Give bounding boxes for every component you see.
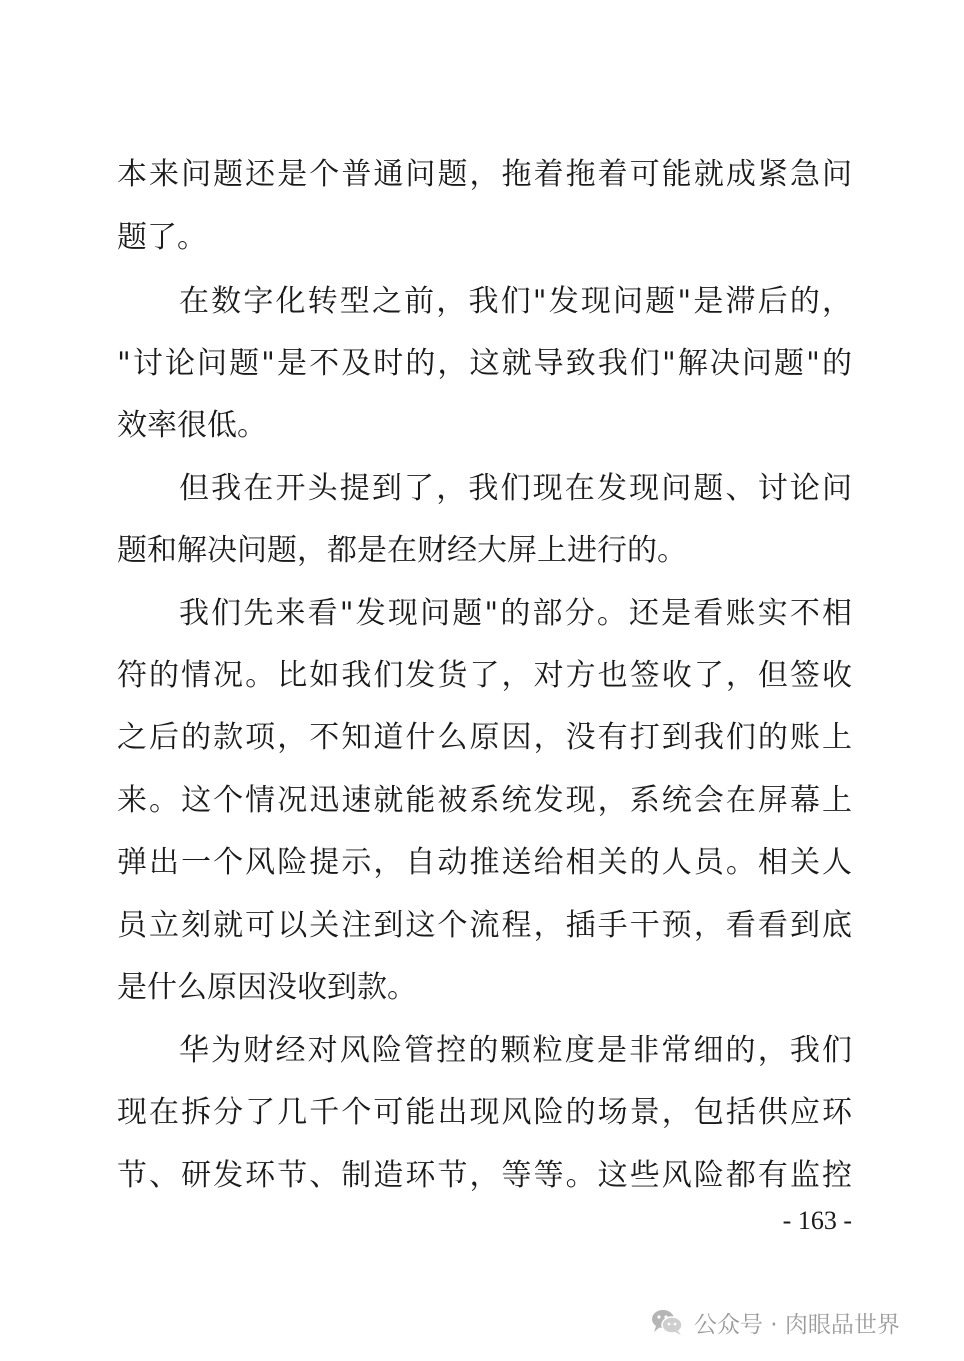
text-line: 之后的款项，不知道什么原因，没有打到我们的账上	[117, 720, 852, 755]
text-line: 是什么原因没收到款。	[117, 970, 417, 1005]
paragraph-first-line: 但我在开头提到了，我们现在发现问题、讨论问	[179, 471, 852, 506]
text-line: 本来问题还是个普通问题，拖着拖着可能就成紧急问	[117, 157, 852, 192]
text-line: 来。这个情况迅速就能被系统发现，系统会在屏幕上	[117, 783, 852, 818]
paragraph-first-line: 在数字化转型之前，我们"发现问题"是滞后的，	[179, 284, 852, 319]
text-line: 效率很低。	[117, 408, 267, 443]
watermark	[650, 1302, 900, 1342]
paragraph-first-line: 华为财经对风险管控的颗粒度是非常细的，我们	[179, 1033, 852, 1068]
text-line: 现在拆分了几千个可能出现风险的场景，包括供应环	[117, 1095, 852, 1130]
paragraph-first-line: 我们先来看"发现问题"的部分。还是看账实不相	[179, 596, 852, 631]
watermark-text: 公众号 · 肉眼品世界	[694, 1311, 900, 1338]
text-line: "讨论问题"是不及时的，这就导致我们"解决问题"的	[117, 346, 852, 381]
text-line: 节、研发环节、制造环节，等等。这些风险都有监控	[117, 1158, 852, 1193]
text-line: 题了。	[117, 220, 207, 255]
text-line: 题和解决问题，都是在财经大屏上进行的。	[117, 533, 687, 568]
text-line: 员立刻就可以关注到这个流程，插手干预，看看到底	[117, 908, 852, 943]
page-number: - 163 -	[782, 1206, 852, 1235]
wechat-icon	[650, 1307, 684, 1337]
text-line: 符的情况。比如我们发货了，对方也签收了，但签收	[117, 658, 852, 693]
text-line: 弹出一个风险提示，自动推送给相关的人员。相关人	[117, 845, 852, 880]
